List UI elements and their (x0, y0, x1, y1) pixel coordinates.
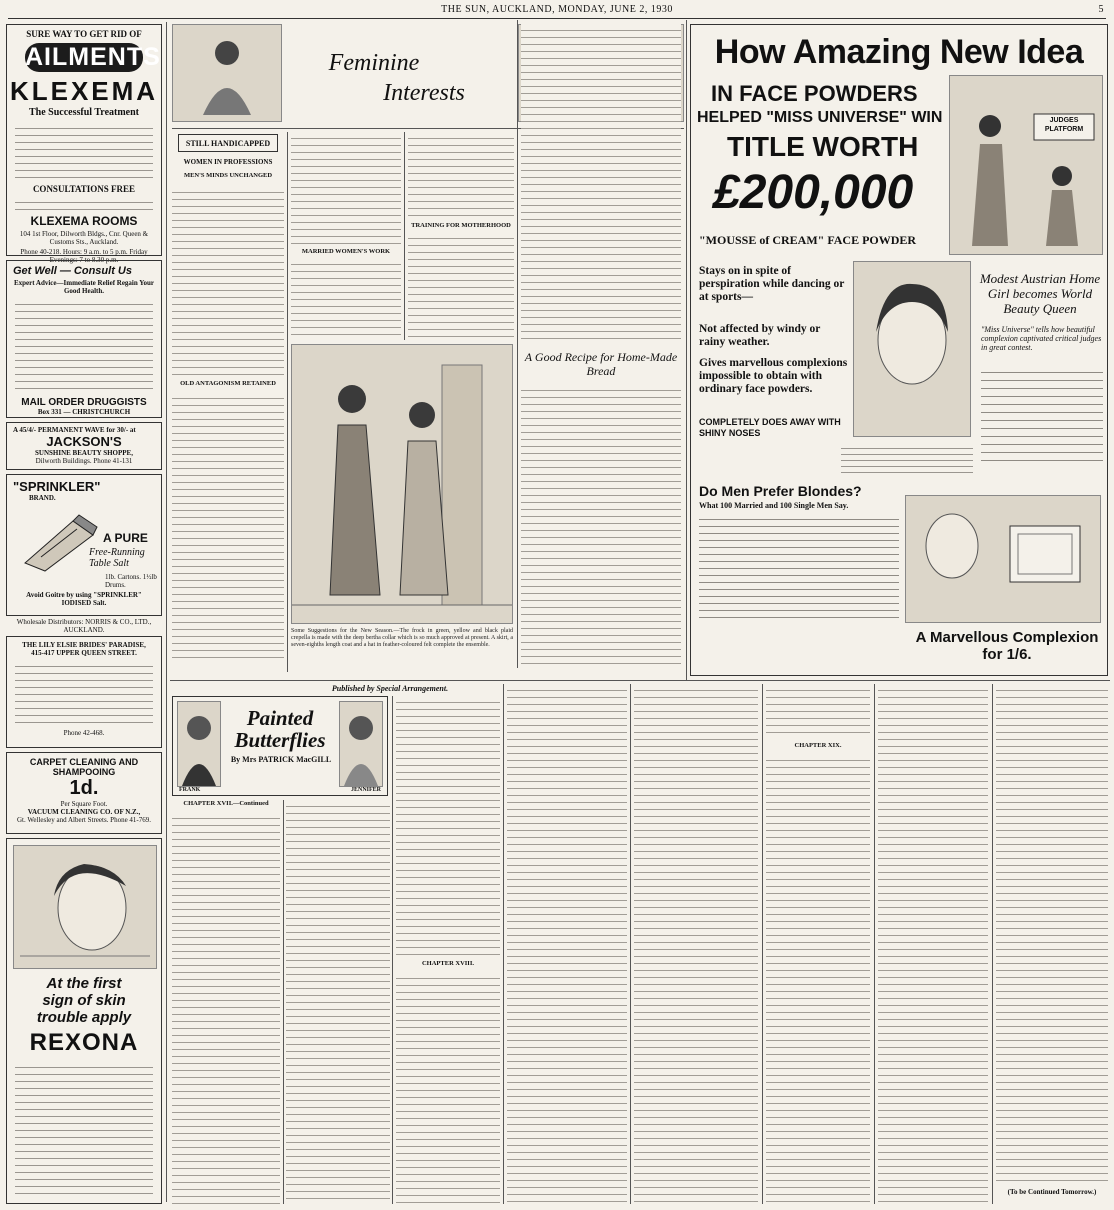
col-rule-3 (517, 20, 518, 668)
klexema-ad (6, 24, 162, 264)
serial-rule-3 (503, 684, 504, 1204)
jacksons-sub: SUNSHINE BEAUTY SHOPPE, (35, 449, 133, 457)
klexema-note-text (15, 196, 153, 210)
frank-label: FRANK (179, 787, 201, 793)
brides-body-text (15, 660, 153, 726)
serial-rule-2 (392, 696, 393, 1204)
klexema-kicker: SURE WAY TO GET RID OF (26, 29, 142, 39)
newidea-blondes: Do Men Prefer Blondes? (699, 483, 862, 499)
jacksons-name: JACKSON'S (46, 434, 122, 449)
newidea-marvellous: A Marvellous Complexion for 1/6. (915, 629, 1099, 663)
newidea-ad (690, 24, 1108, 676)
carpet-address: Gt. Wellesley and Albert Streets. Phone 41-769. (16, 816, 152, 824)
newidea-blondes-text (699, 513, 899, 623)
jacksons-price: A 45/4/- PERMANENT WAVE for 30/- at (13, 426, 136, 434)
sprinkler-brand: "SPRINKLER" (13, 479, 101, 494)
jennifer-portrait (339, 701, 383, 787)
col-rule-2 (404, 132, 405, 340)
rexona-line1: At the first (46, 975, 122, 992)
sprinkler-ad (6, 474, 162, 616)
newidea-claim4: COMPLETELY DOES AWAY WITH SHINY NOSES (699, 417, 841, 438)
woman-small-portrait-icon (340, 702, 382, 786)
newidea-claim2: Not affected by windy or rainy weather. (699, 323, 821, 348)
getwell-sub: Expert Advice—Immediate Relief Regain Your Good Health. (13, 279, 155, 295)
col4-text-a (521, 24, 681, 344)
col1-head2: WOMEN IN PROFESSIONS (183, 158, 273, 166)
judges-platform: JUDGES PLATFORM (1044, 117, 1084, 133)
serial-title-block (172, 696, 388, 796)
contest-stage-icon (950, 76, 1102, 254)
masthead-title: THE SUN, AUCKLAND, MONDAY, JUNE 2, 1930 (441, 4, 673, 15)
banner-left-illustration (172, 24, 282, 122)
col1-head-box (178, 134, 278, 152)
sprinkler-label: BRAND. (29, 494, 56, 502)
recipe-text (521, 384, 681, 668)
feminine-title-bottom: Interests (383, 80, 465, 106)
rexona-portrait-image (13, 845, 157, 969)
col1-text-b (172, 392, 284, 664)
masthead (8, 4, 1106, 19)
rexona-line2: sign of skin (42, 992, 126, 1009)
serial-col5-text (634, 684, 758, 1204)
jacksons-ad (6, 422, 162, 470)
klexema-body-text (15, 122, 153, 180)
newidea-line4: TITLE WORTH (727, 131, 919, 162)
getwell-heading: Get Well — Consult Us (13, 265, 132, 277)
newidea-line3: HELPED "MISS UNIVERSE" WIN (697, 109, 943, 126)
carpet-ad (6, 752, 162, 834)
recipe-title: A Good Recipe for Home-Made Bread (524, 350, 678, 378)
rexona-brand: REXONA (29, 1029, 139, 1056)
brides-name: THE LILY ELSIE BRIDES' PARADISE, (22, 641, 146, 649)
col2-text-a (291, 132, 401, 244)
beauty-contest-illustration (949, 75, 1103, 255)
miss-universe-portrait (853, 261, 971, 437)
newidea-blondes-sub: What 100 Married and 100 Single Men Say. (699, 501, 849, 510)
serial-col7-text (878, 684, 988, 1204)
newidea-testimonial-text (981, 365, 1103, 463)
salt-packet-icon (17, 513, 99, 573)
serial-col6-text-a (766, 684, 870, 738)
serial-col3-text-a (396, 696, 500, 956)
serial-col8-text (996, 684, 1108, 1184)
serial-col1-text (172, 812, 280, 1204)
carpet-company: VACUUM CLEANING CO. OF N.Z., (27, 808, 141, 816)
col1-sub: OLD ANTAGONISM RETAINED (180, 380, 276, 387)
sprinkler-pure: A PURE (103, 531, 148, 545)
klexema-brand: KLEXEMA (9, 76, 159, 106)
klexema-address: 104 1st Floor, Dilworth Bldgs., Cnr. Queen & Customs Sts., Auckland. (19, 230, 149, 246)
col3-text-a (408, 132, 514, 218)
col1-head3: MEN'S MINDS UNCHANGED (183, 172, 273, 179)
carpet-price: 1d. (69, 777, 99, 799)
powder-box-illustration (905, 495, 1101, 623)
sprinkler-maker: Wholesale Distributors: NORRIS & CO., LTD., AUCKLAND. (16, 618, 152, 634)
serial-rule-6 (874, 684, 875, 1204)
serial-col3-text-b (396, 972, 500, 1204)
jennifer-label: JENNIFER (350, 787, 381, 793)
portrait-face-icon (854, 262, 970, 436)
rexona-line3: trouble apply (36, 1009, 132, 1026)
col-rule-4 (686, 20, 687, 680)
brides-ad (6, 636, 162, 748)
serial-rule-1 (283, 800, 284, 1204)
serial-col2-text (286, 800, 390, 1204)
rexona-body-text (15, 1061, 153, 1197)
serial-col6-text-b (766, 754, 870, 1204)
ailments-banner: AILMENTS (25, 43, 161, 71)
klexema-consult: CONSULTATIONS FREE (32, 184, 136, 194)
brides-phone: Phone 42-468. (63, 729, 105, 737)
getwell-box: Box 331 — CHRISTCHURCH (37, 408, 131, 416)
getwell-body-text (15, 298, 153, 394)
klexema-tagline: The Successful Treatment (29, 107, 139, 118)
serial-col4-text (507, 684, 627, 1204)
col2-sub: MARRIED WOMEN'S WORK (301, 248, 391, 255)
serial-rule-7 (992, 684, 993, 1204)
serial-title: Painted Butterflies (234, 706, 326, 752)
serial-rule-top (170, 680, 1110, 681)
fashion-illustration (291, 344, 513, 624)
woman-portrait-icon (14, 846, 156, 968)
col3-sub: TRAINING FOR MOTHERHOOD (411, 222, 511, 229)
newidea-modest: Modest Austrian Home Girl becomes World Beauty Queen (979, 271, 1101, 316)
serial-rule-5 (762, 684, 763, 1204)
serial-author: By Mrs PATRICK MacGILL (230, 755, 332, 764)
column-rule (166, 22, 167, 1202)
serial-rule-4 (630, 684, 631, 1204)
seated-lady-icon (173, 25, 281, 121)
man-portrait-icon (178, 702, 220, 786)
sprinkler-tins: 1lb. Cartons. 1½lb Drums. (105, 573, 157, 589)
frank-portrait (177, 701, 221, 787)
fashion-figures-icon (292, 345, 512, 623)
col1-head1: STILL HANDICAPPED (185, 139, 271, 148)
newidea-product: "MOUSSE of CREAM" FACE POWDER (699, 233, 917, 247)
newidea-line2: IN FACE POWDERS (711, 81, 918, 106)
getwell-ad (6, 260, 162, 418)
serial-continued: (To be Continued Tomorrow.) (1007, 1188, 1097, 1196)
klexema-hours: Phone 40-218. Hours: 9 a.m. to 5 p.m. Friday Evenings: 7 to 8.30 p.m. (20, 248, 148, 264)
col-rule-1 (287, 132, 288, 672)
carpet-unit: Per Square Foot. (60, 800, 108, 808)
newidea-amount: £200,000 (713, 166, 914, 219)
col2-text-b (291, 258, 401, 338)
carpet-title: CARPET CLEANING AND SHAMPOOING (29, 757, 139, 777)
feminine-title-top: Feminine (328, 50, 420, 76)
newidea-claim1: Stays on in spite of perspiration while dancing or at sports— (699, 265, 845, 303)
getwell-firm: MAIL ORDER DRUGGISTS (21, 397, 147, 408)
col3-text-b (408, 232, 514, 338)
serial-arranged: Published by Special Arrangement. (331, 684, 449, 693)
klexema-rooms: KLEXEMA ROOMS (30, 214, 138, 228)
rexona-ad (6, 838, 162, 1204)
col1-text-a (172, 186, 284, 376)
chapter19-heading: CHAPTER XIX. (794, 742, 842, 749)
page-number: 5 (1098, 4, 1104, 15)
powder-box-icon (906, 496, 1100, 622)
newidea-claim3: Gives marvellous complexions impossible to obtain with ordinary face powders. (699, 357, 848, 395)
jacksons-address: Dilworth Buildings. Phone 41-131 (35, 457, 133, 465)
sprinkler-salt: Free-Running Table Salt (89, 547, 145, 569)
brides-address: 415-417 UPPER QUEEN STREET. (31, 649, 137, 657)
newidea-quote: "Miss Universe" tells how beautiful complexion captivated critical judges in great contest. (981, 325, 1102, 352)
chapter17-heading: CHAPTER XVII.—Continued (183, 800, 269, 807)
sprinkler-goitre: Avoid Goitre by using "SPRINKLER" IODISED Salt. (26, 591, 142, 607)
chapter18-heading: CHAPTER XVIII. (421, 960, 474, 967)
fashion-caption: Some Suggestions for the New Season.—The frock in green, yellow and black plaid crepella is made with the deep bertha collar which is so much approved at present. A skirt, a seven-eighths length coat and a hat in feather-coloured felt complete the ensemble. (291, 628, 513, 648)
newidea-portrait-caption (841, 443, 973, 477)
newidea-headline: How Amazing New Idea (714, 33, 1084, 71)
